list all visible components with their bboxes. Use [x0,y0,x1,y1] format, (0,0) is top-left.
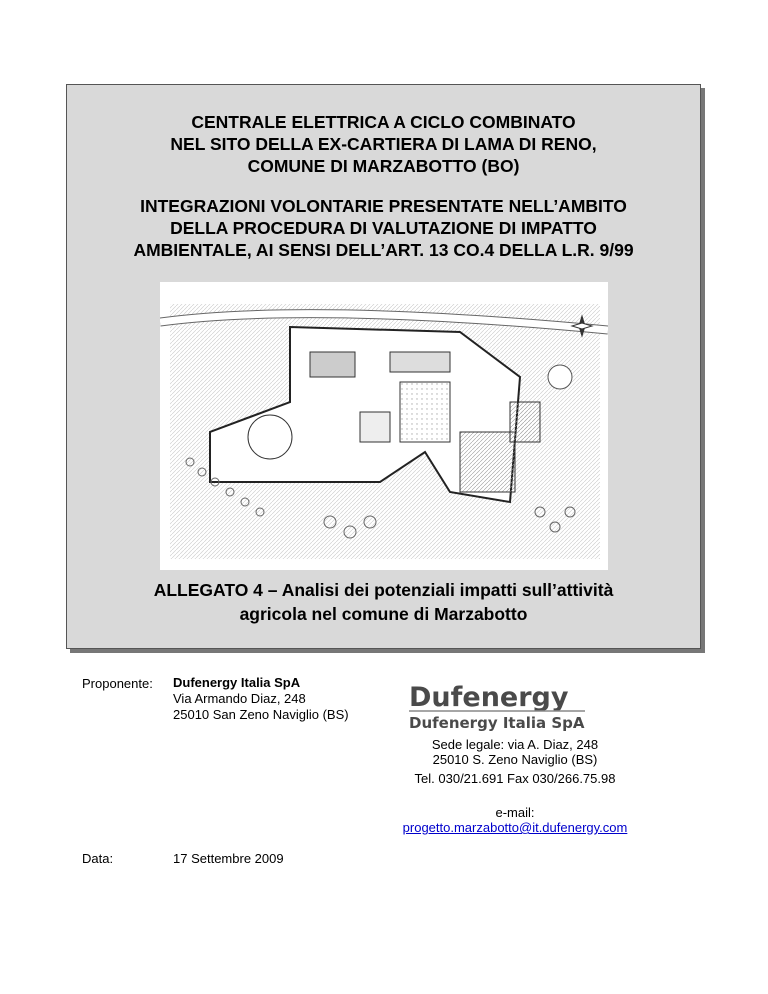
proponente-street: Via Armando Diaz, 248 [173,691,306,706]
proponente-address [173,675,349,723]
proponente-label: Proponente: [82,676,153,691]
sede-legale: Sede legale: via A. Diaz, 248 25010 S. Zeno Naviglio (BS) [431,737,599,767]
proponente-city: 25010 San Zeno Naviglio (BS) [173,707,349,722]
dufenergy-logo [407,680,617,732]
proponente-company: Dufenergy Italia SpA [173,675,301,690]
logo-wordmark: Dufenergy [409,682,569,713]
cover-box [66,84,701,649]
date-label: Data: [82,851,114,866]
allegato-title: ALLEGATO 4 – Analisi dei potenziali impatti sull’attività agricola nel comune di Marzabotto [153,580,614,624]
contact-phone-fax: Tel. 030/21.691 Fax 030/266.75.98 [414,771,616,786]
document-title: CENTRALE ELETTRICA A CICLO COMBINATO NEL SITO DELLA EX-CARTIERA DI LAMA DI RENO, COMUNE DI MARZABOTTO (BO) [170,112,597,176]
logo-subline: Dufenergy Italia SpA [409,714,585,732]
date-value: 17 Settembre 2009 [173,851,284,866]
email-label: e-mail: [495,805,535,820]
site-plan-image [160,282,608,570]
document-subtitle: INTEGRAZIONI VOLONTARIE PRESENTATE NELL’AMBITO DELLA PROCEDURA DI VALUTAZIONE DI IMPATTO AMBIENTALE, AI SENSI DELL’ART. 13 CO.4 DELLA L.R. 9/99 [133,196,634,260]
email-link[interactable]: progetto.marzabotto@it.dufenergy.com [402,820,628,835]
